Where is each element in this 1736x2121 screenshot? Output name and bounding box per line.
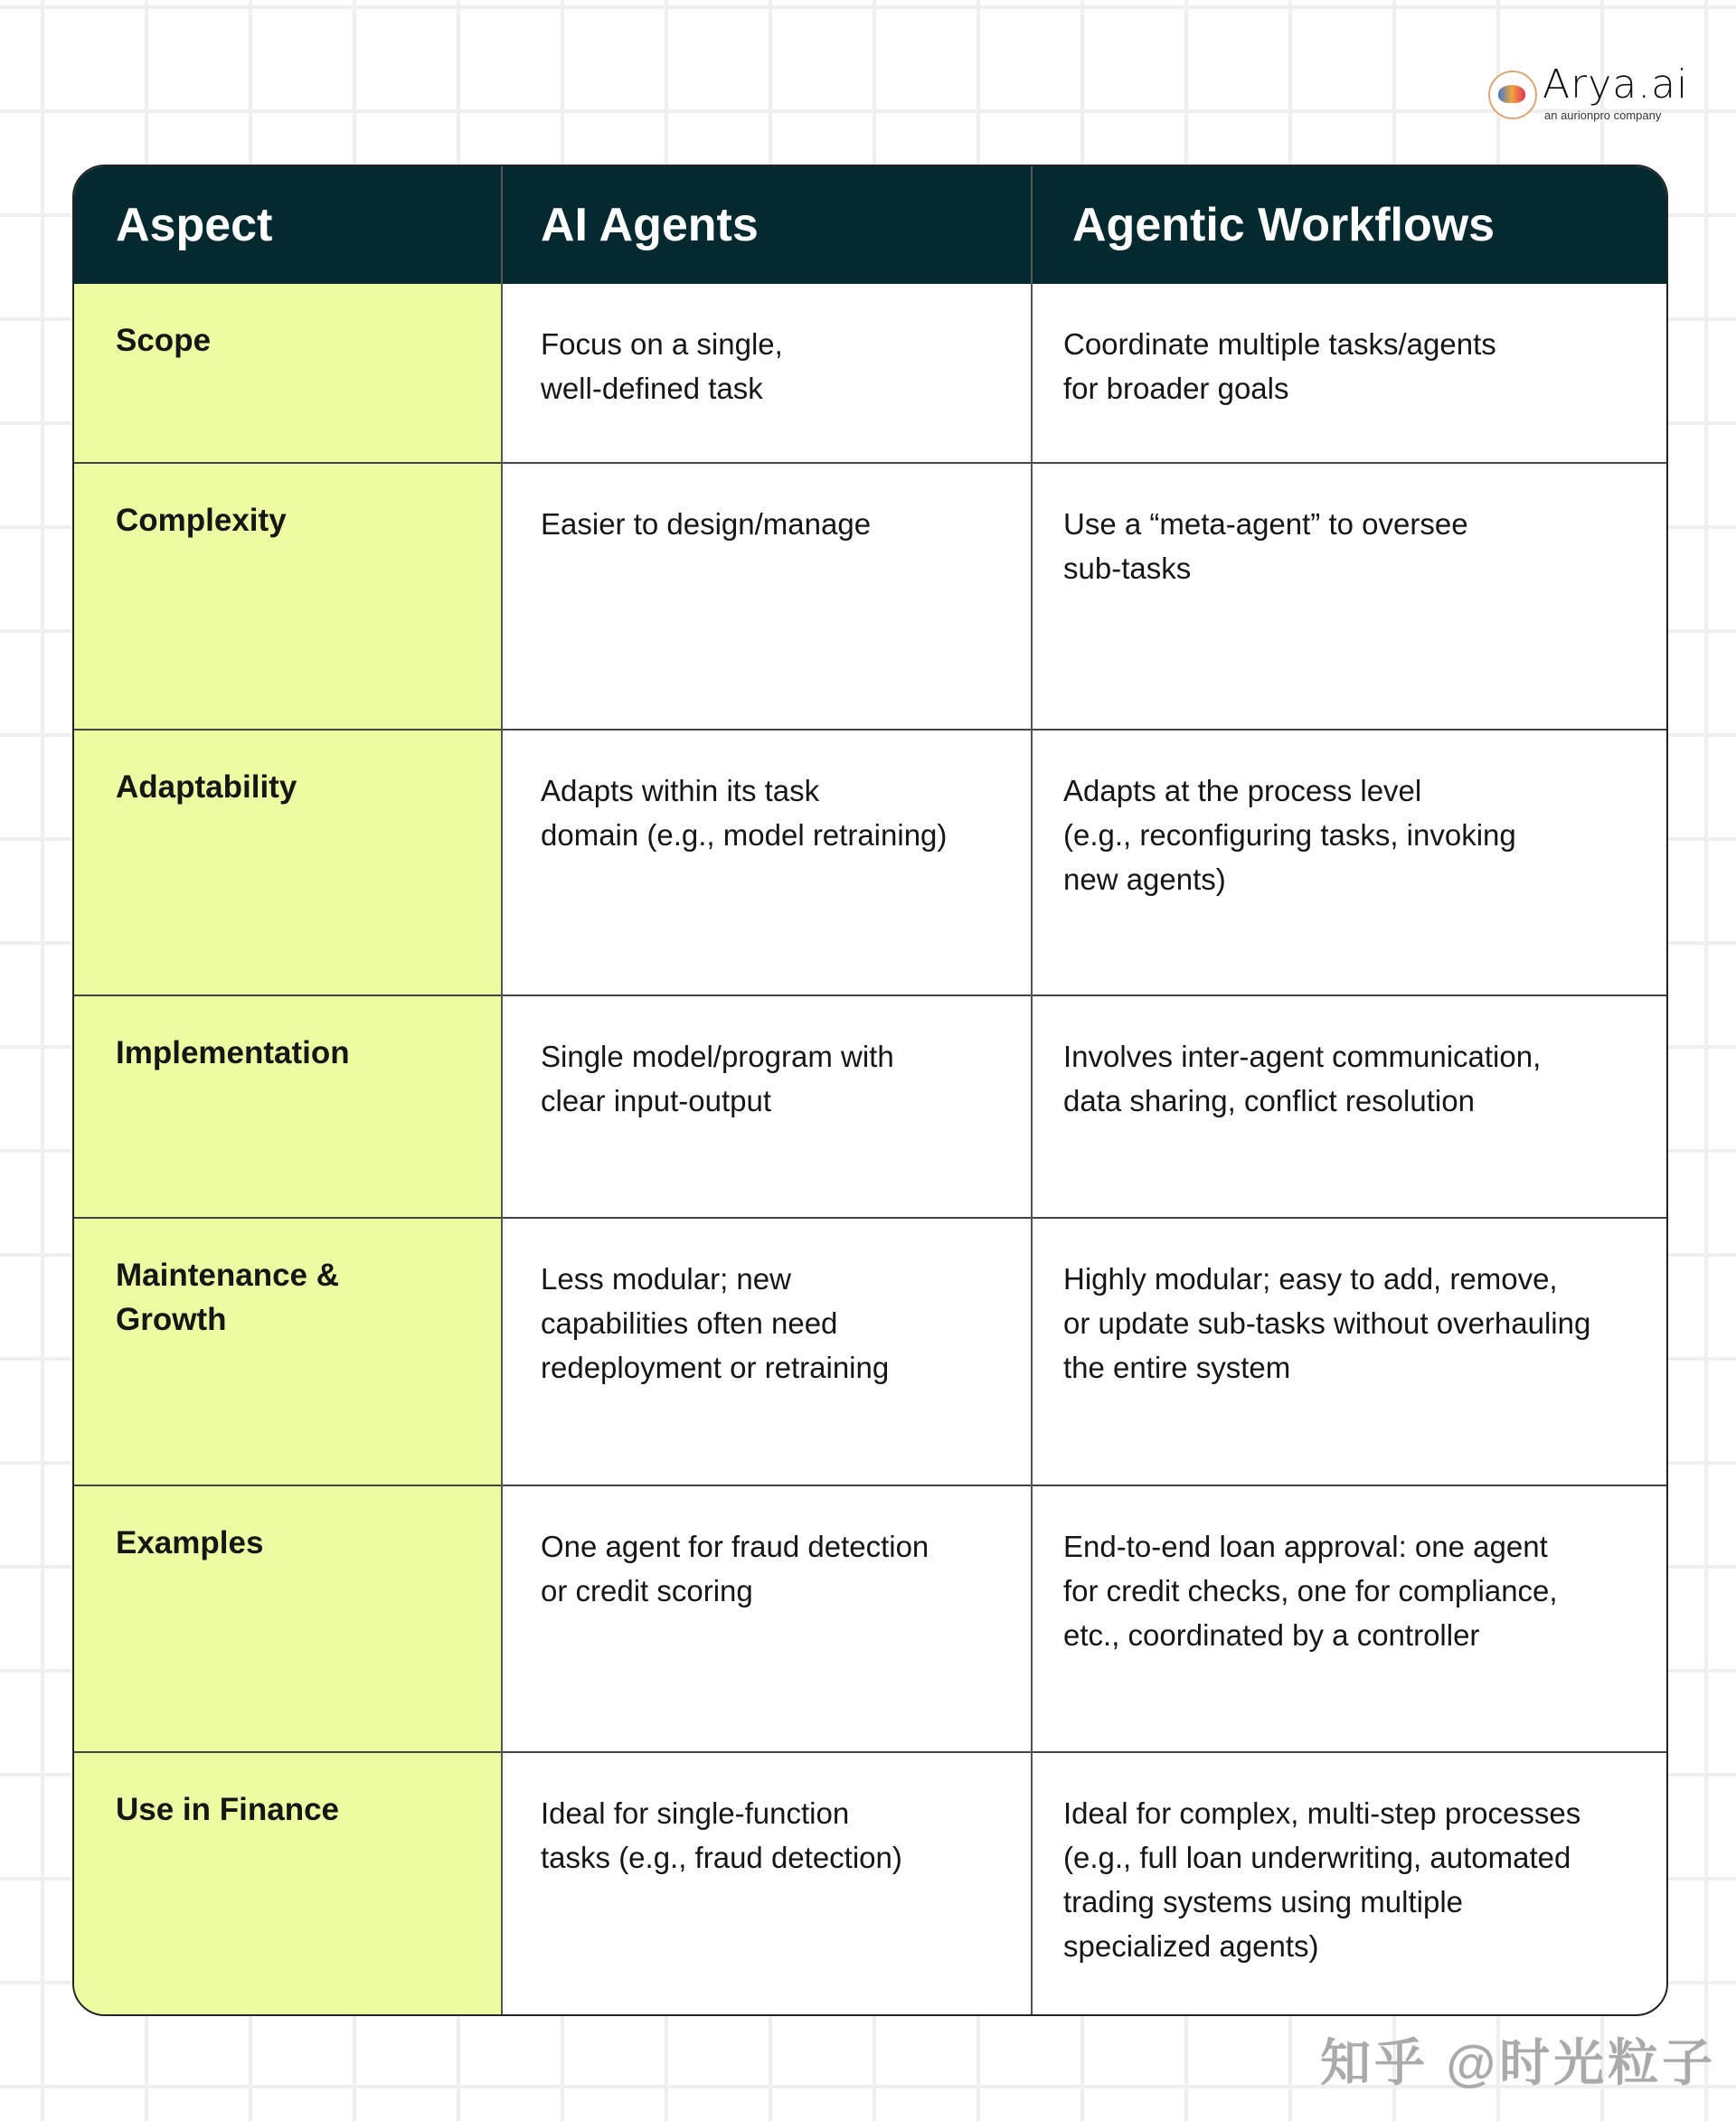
- table-row: [74, 1485, 1666, 1753]
- workflows-cell: Use a “meta-agent” to oversee sub-tasks: [1063, 507, 1468, 585]
- aspect-cell: Adaptability: [116, 769, 297, 805]
- aspect-cell: Examples: [116, 1525, 264, 1560]
- ai-agents-cell: One agent for fraud detection or credit scoring: [541, 1530, 929, 1607]
- header-aspect: Aspect: [116, 199, 273, 251]
- comparison-table: [72, 165, 1668, 2016]
- workflows-cell: Involves inter-agent communication, data sharing, conflict resolution: [1063, 1040, 1542, 1117]
- aspect-cell: Use in Finance: [116, 1792, 340, 1827]
- brain-logo-icon: [1488, 71, 1537, 119]
- table-header: [74, 166, 1666, 284]
- ai-agents-cell: Adapts within its task domain (e.g., model retraining): [541, 774, 948, 852]
- workflows-cell: End-to-end loan approval: one agent for credit checks, one for compliance, etc., coordinated by a controller: [1063, 1530, 1558, 1652]
- watermark: 知乎 @时光粒子: [1320, 2034, 1717, 2091]
- logo-tagline: an aurionpro company: [1544, 108, 1662, 122]
- workflows-cell: Coordinate multiple tasks/agents for broader goals: [1063, 327, 1496, 405]
- table-row: [74, 284, 1666, 462]
- table-row: [74, 995, 1666, 1219]
- table-row: [74, 729, 1666, 996]
- arya-logo: [1488, 61, 1689, 127]
- aspect-cell: Complexity: [116, 503, 287, 538]
- column-divider: [501, 166, 503, 2014]
- workflows-cell: Ideal for complex, multi-step processes (e.g., full loan underwriting, automated trading systems using multiple specialized agents): [1063, 1796, 1581, 1963]
- ai-agents-cell: Focus on a single, well-defined task: [541, 327, 783, 405]
- header-agentic-workflows: Agentic Workflows: [1072, 199, 1495, 251]
- aspect-cell: Maintenance & Growth: [116, 1258, 339, 1337]
- column-divider: [1031, 166, 1033, 2014]
- ai-agents-cell: Single model/program with clear input-output: [541, 1040, 894, 1117]
- header-ai-agents: AI Agents: [541, 199, 759, 251]
- ai-agents-cell: Ideal for single-function tasks (e.g., fraud detection): [541, 1796, 902, 1874]
- ai-agents-cell: Easier to design/manage: [541, 507, 872, 541]
- table-row: [74, 462, 1666, 731]
- aspect-cell: Implementation: [116, 1035, 350, 1070]
- ai-agents-cell: Less modular; new capabilities often need redeployment or retraining: [541, 1262, 890, 1384]
- logo-name: Arya.ai: [1543, 61, 1689, 108]
- aspect-cell: Scope: [116, 323, 212, 358]
- workflows-cell: Highly modular; easy to add, remove, or update sub-tasks without overhauling the entire system: [1063, 1262, 1591, 1384]
- table-row: [74, 1217, 1666, 1486]
- table-row: [74, 1751, 1666, 2016]
- workflows-cell: Adapts at the process level (e.g., reconfiguring tasks, invoking new agents): [1063, 774, 1516, 896]
